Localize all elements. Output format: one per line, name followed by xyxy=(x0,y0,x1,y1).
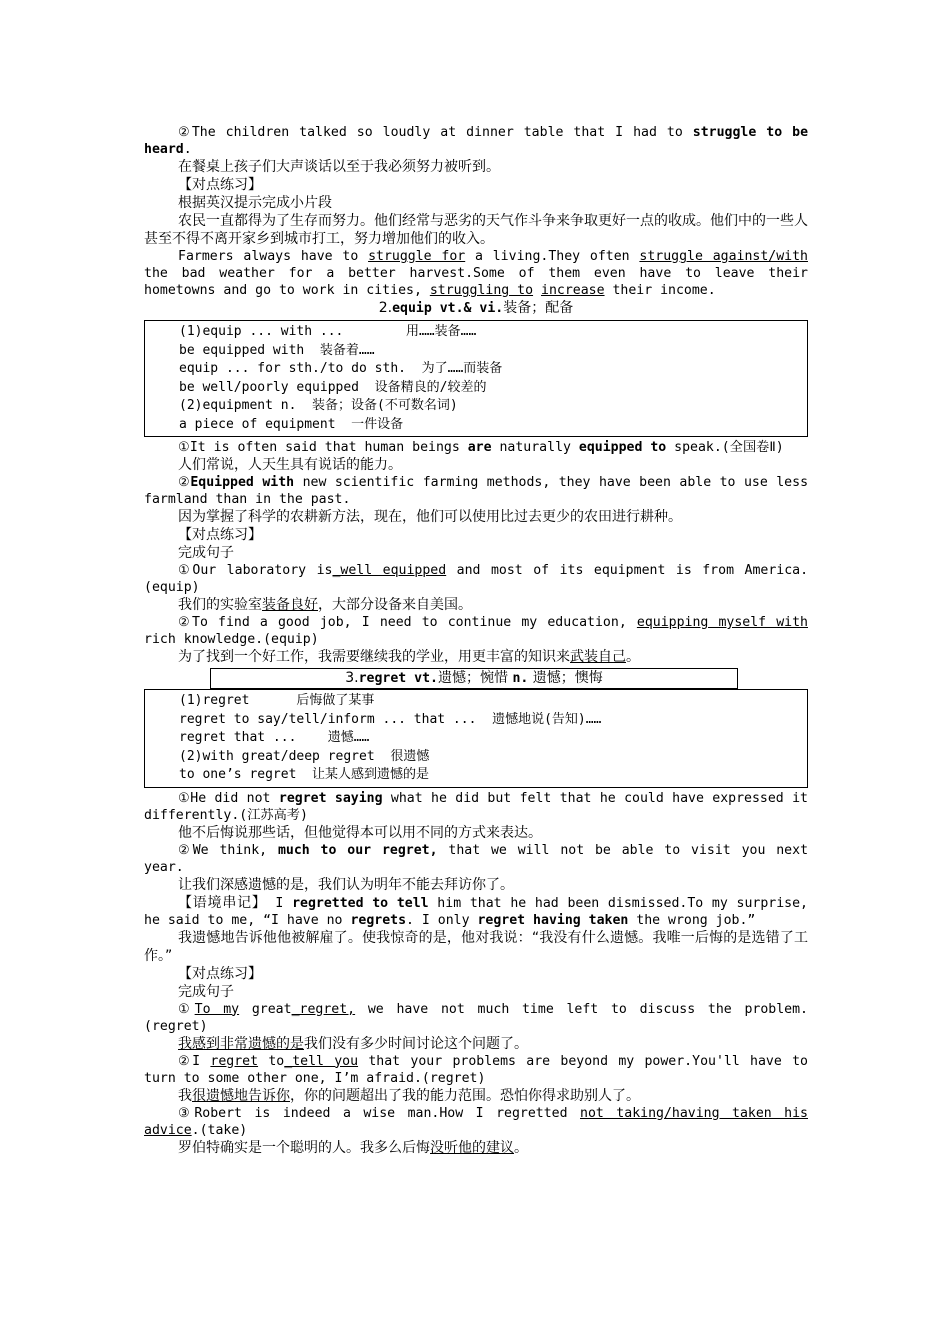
text: and most of its equipment is from America.(equip) xyxy=(144,563,809,595)
exercise-sentence xyxy=(144,614,808,648)
usage-line: (2)equipment n. 装备；设备(不可数名词) xyxy=(179,398,458,413)
key-phrase: regret saying xyxy=(278,790,383,806)
context-translation: 我遗憾地告诉他他被解雇了。使我惊奇的是，他对我说：“我没有什么遗憾。我唯一后悔的是选错了工作。” xyxy=(144,929,808,964)
example-sentence xyxy=(144,842,808,876)
key-phrase: regrets xyxy=(350,912,407,928)
headword: regret vt. xyxy=(358,671,438,686)
usage-line: equip ... for sth./to do sth. 为了……而装备 xyxy=(179,361,503,376)
text: speak.(全国卷Ⅱ) xyxy=(666,440,784,455)
instruction: 完成句子 xyxy=(178,545,234,561)
text: that your problems are beyond my power.You'll have to turn to some other one, I’m afraid.(regret) xyxy=(144,1053,808,1086)
text: 。 xyxy=(514,1139,528,1156)
text: that we will not be able to visit you next year. xyxy=(144,842,809,875)
text: 为了找到一个好工作，我需要继续我的学业，用更丰富的知识来 xyxy=(178,649,570,665)
exercise-sentence xyxy=(144,1053,808,1087)
example-translation: 他不后悔说那些话，但他觉得本可以用不同的方式来表达。 xyxy=(178,824,542,841)
text: Farmers always have to xyxy=(178,249,369,264)
instruction: 根据英汉提示完成小片段 xyxy=(178,195,332,211)
example-sentence xyxy=(144,790,808,824)
exercise-translation xyxy=(144,1087,808,1105)
answer-blank: 武装自己 xyxy=(570,649,626,665)
paragraph-chinese: 农民一直都得为了生存而努力。他们经常与恶劣的天气作斗争来争取更好一点的收成。他们中的一些人甚至不得不离开家乡到城市打工，努力增加他们的收入。 xyxy=(144,213,808,247)
example-translation: 在餐桌上孩子们大声谈话以至于我必须努力被听到。 xyxy=(178,159,500,175)
text xyxy=(533,283,541,298)
text: the wrong job.” xyxy=(628,912,756,928)
text: ③Robert is indeed a wise man.How I regretted xyxy=(178,1105,581,1121)
key-phrase: regretted to tell xyxy=(292,895,429,911)
answer-blank: struggling to xyxy=(429,283,534,298)
text: 。 xyxy=(626,649,640,665)
answer-blank: equipping myself with xyxy=(636,615,808,630)
answer-blank: 很遗憾地告诉你 xyxy=(192,1087,290,1104)
exercise-sentence xyxy=(144,1001,808,1035)
text: new scientific farming methods, they have been able to use less farmland than in the past. xyxy=(144,475,809,507)
answer-blank: _tell you xyxy=(284,1053,359,1069)
text: a living.They often xyxy=(465,249,640,264)
key-phrase: are xyxy=(467,440,492,455)
part-of-speech: n. xyxy=(512,671,529,686)
text: ①It is often said that human beings xyxy=(178,440,468,455)
text: ②I xyxy=(178,1053,211,1069)
section-heading-equip xyxy=(144,299,808,318)
usage-line: regret that ... 遗憾…… xyxy=(179,730,370,745)
usage-line: (1)equip ... with ... 用……装备…… xyxy=(179,324,477,339)
exercise-translation xyxy=(144,596,808,614)
text: 3. xyxy=(345,670,359,686)
answer-blank: _well equipped xyxy=(332,563,447,578)
text: great xyxy=(239,1001,292,1017)
context-memory xyxy=(144,894,808,929)
exercise-sentence xyxy=(144,1105,808,1139)
example-translation: 人们常说，人天生具有说话的能力。 xyxy=(178,457,402,473)
text: 装备；配备 xyxy=(503,300,574,316)
key-phrase: much to our regret, xyxy=(277,842,438,858)
text: to xyxy=(258,1053,285,1069)
practice-label: 【对点练习】 xyxy=(178,527,262,543)
usage-line: a piece of equipment 一件设备 xyxy=(179,416,404,432)
text: their income. xyxy=(604,283,716,298)
text: ，你的问题超出了我的能力范围。恐怕你得求助别人了。 xyxy=(290,1087,640,1104)
key-phrase: regret having taken xyxy=(477,912,629,928)
text: 遗憾；惋惜 xyxy=(437,670,513,686)
usage-box-regret xyxy=(144,689,808,788)
headword: equip vt.& vi. xyxy=(392,301,504,316)
usage-line: (2)with great/deep regret 很遗憾 xyxy=(179,748,430,764)
text: 遗憾；懊悔 xyxy=(528,670,603,686)
answer-blank: struggle for xyxy=(368,249,466,264)
document-page xyxy=(144,124,808,1157)
practice-label: 【对点练习】 xyxy=(178,965,262,982)
usage-line: to one’s regret 让某人感到遗憾的是 xyxy=(179,767,430,782)
practice-label: 【对点练习】 xyxy=(178,177,262,193)
answer-blank: _regret, xyxy=(291,1001,356,1017)
usage-line: regret to say/tell/inform ... that ... 遗憾地说(告知)…… xyxy=(179,711,602,727)
text: I xyxy=(266,895,293,911)
text: ①Our laboratory is xyxy=(178,563,333,578)
text: we have not much time left to discuss the problem.(regret) xyxy=(144,1001,808,1034)
answer-blank: increase xyxy=(541,283,605,298)
text: 我 xyxy=(178,1087,192,1104)
example-sentence xyxy=(144,474,808,508)
text: ，大部分设备来自美国。 xyxy=(318,597,472,613)
exercise-translation xyxy=(144,648,808,666)
text: ②To find a good job, I need to continue my education, xyxy=(178,615,637,630)
answer-blank: regret xyxy=(210,1053,259,1069)
text: .(take) xyxy=(191,1122,248,1138)
text: him that he had been dismissed.To my surprise, he said to me, “I have no xyxy=(144,895,808,928)
text: what he did but felt that he could have expressed it differently.(江苏高考) xyxy=(144,790,808,823)
text: rich knowledge.(equip) xyxy=(144,632,319,647)
text: ② xyxy=(178,475,191,490)
text: . xyxy=(183,142,192,157)
usage-box-equip xyxy=(144,320,808,437)
key-phrase: equipped to xyxy=(578,440,667,455)
answer-blank: 装备良好 xyxy=(262,597,318,613)
paragraph-english xyxy=(144,248,808,299)
key-phrase: Equipped with xyxy=(190,475,295,490)
answer-blank: not taking/having taken his advice xyxy=(144,1105,808,1138)
answer-blank: 没听他的建议 xyxy=(430,1139,514,1156)
example-translation: 因为掌握了科学的农耕新方法，现在，他们可以使用比过去更少的农田进行耕种。 xyxy=(178,509,682,525)
text: 我们没有多少时间讨论这个问题了。 xyxy=(304,1035,528,1052)
section-heading-regret xyxy=(210,668,738,689)
example-sentence xyxy=(144,439,808,456)
answer-blank: struggle against/with xyxy=(639,249,808,264)
text: ① xyxy=(178,1001,195,1017)
context-label: 【语境串记】 xyxy=(178,894,267,911)
text: 罗伯特确实是一个聪明的人。我多么后悔 xyxy=(178,1139,430,1156)
example-sentence xyxy=(144,124,808,158)
answer-blank: To my xyxy=(194,1001,240,1017)
exercise-translation xyxy=(144,1139,808,1157)
text: ②We think, xyxy=(178,842,278,858)
text: ①He did not xyxy=(178,790,279,806)
instruction: 完成句子 xyxy=(178,983,234,1000)
example-translation: 让我们深感遗憾的是，我们认为明年不能去拜访你了。 xyxy=(178,876,514,893)
exercise-translation xyxy=(144,1035,808,1053)
text: 2. xyxy=(378,300,393,316)
text: . I only xyxy=(406,912,478,928)
text: the bad weather for a better harvest.Some of them even have to leave their hometowns and go to work in cities, xyxy=(144,266,808,298)
usage-line: be equipped with 装备着…… xyxy=(179,342,375,358)
exercise-sentence xyxy=(144,562,808,596)
text: ②The children talked so loudly at dinner table that I had to xyxy=(178,125,693,140)
usage-line: (1)regret 后悔做了某事 xyxy=(179,693,375,708)
text: 我们的实验室 xyxy=(178,597,262,613)
usage-line: be well/poorly equipped 设备精良的/较差的 xyxy=(179,379,487,395)
text: naturally xyxy=(491,440,579,455)
key-phrase: struggle to be heard xyxy=(144,125,809,157)
answer-blank: 我感到非常遗憾的是 xyxy=(178,1035,304,1052)
